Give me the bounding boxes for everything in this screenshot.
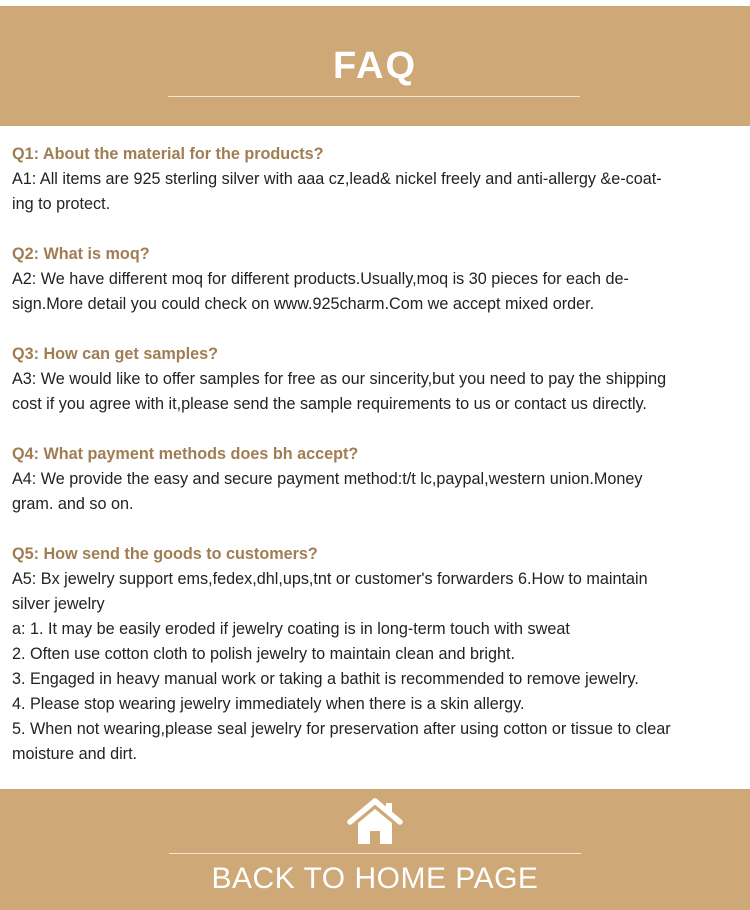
faq-answer-line: A5: Bx jewelry support ems,fedex,dhl,ups,tnt or customer's forwarders 6.How to maintain (12, 570, 648, 588)
faq-item (12, 142, 738, 217)
faq-item (12, 542, 738, 767)
faq-item (12, 242, 738, 317)
faq-header (0, 6, 750, 126)
home-icon[interactable] (347, 797, 403, 847)
faq-answer-line: A4: We provide the easy and secure payment method:t/t lc,paypal,western union.Money (12, 470, 643, 488)
faq-answer-line: 4. Please stop wearing jewelry immediately when there is a skin allergy. (12, 695, 525, 713)
faq-answer-line: 2. Often use cotton cloth to polish jewelry to maintain clean and bright. (12, 645, 515, 663)
faq-list (12, 142, 738, 792)
faq-question: Q4: What payment methods does bh accept? (12, 445, 359, 463)
faq-answer-line: ing to protect. (12, 195, 111, 213)
faq-answer-line: A3: We would like to offer samples for free as our sincerity,but you need to pay the shipping (12, 370, 667, 388)
faq-question: Q1: About the material for the products? (12, 145, 324, 163)
faq-answer-line: gram. and so on. (12, 495, 134, 513)
back-to-home-link[interactable]: BACK TO HOME PAGE (211, 862, 539, 895)
footer-divider (169, 853, 581, 854)
page-title: FAQ (332, 45, 418, 87)
faq-answer-line: A2: We have different moq for different products.Usually,moq is 30 pieces for each de- (12, 270, 629, 288)
faq-answer-line: a: 1. It may be easily eroded if jewelry coating is in long-term touch with sweat (12, 620, 570, 638)
faq-answer-line: A1: All items are 925 sterling silver with aaa cz,lead& nickel freely and anti-allergy &e-coat- (12, 170, 662, 188)
faq-answer-line: 3. Engaged in heavy manual work or taking a bathit is recommended to remove jewelry. (12, 670, 639, 688)
faq-question: Q5: How send the goods to customers? (12, 545, 318, 563)
header-divider (168, 96, 580, 97)
faq-question: Q2: What is moq? (12, 245, 150, 263)
faq-item (12, 342, 738, 417)
faq-answer-line: sign.More detail you could check on www.925charm.Com we accept mixed order. (12, 295, 595, 313)
footer-bar (0, 789, 750, 910)
faq-answer-line: moisture and dirt. (12, 745, 138, 763)
faq-item (12, 442, 738, 517)
faq-answer-line: cost if you agree with it,please send the sample requirements to us or contact us directly. (12, 395, 647, 413)
faq-answer-line: silver jewelry (12, 595, 105, 613)
faq-answer-line: 5. When not wearing,please seal jewelry for preservation after using cotton or tissue to clear (12, 720, 671, 738)
faq-question: Q3: How can get samples? (12, 345, 218, 363)
